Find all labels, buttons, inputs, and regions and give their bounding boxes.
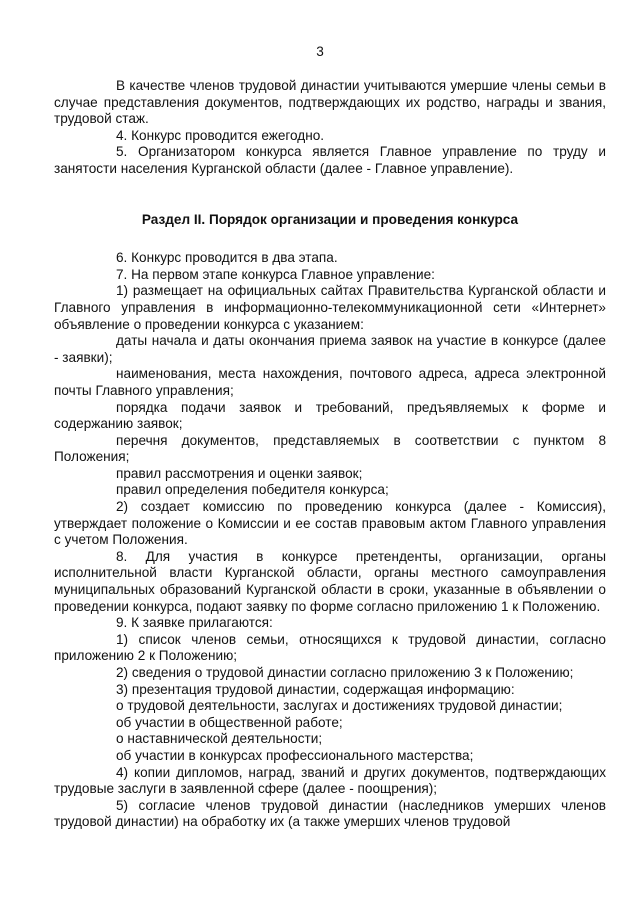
paragraph: 5) согласие членов трудовой династии (наследников умерших членов трудовой династии) на обработку их (а также умерших членов трудовой — [54, 797, 606, 830]
paragraph: о наставнической деятельности; — [116, 731, 323, 747]
page-number: 3 — [316, 44, 324, 59]
paragraph: 1) список членов семьи, относящихся к трудовой династии, согласно приложению 2 к Положению; — [54, 631, 606, 664]
paragraph: 5. Организатором конкурса является Главное управление по труду и занятости населения Курганской области (далее - Главное управление). — [54, 144, 606, 176]
paragraph: 2) сведения о трудовой династии согласно приложению 3 к Положению; — [116, 665, 574, 680]
paragraph: 3) презентация трудовой династии, содержащая информацию: — [116, 681, 515, 697]
paragraph: об участии в конкурсах профессионального мастерства; — [116, 747, 474, 763]
paragraph: даты начала и даты окончания приема заявок на участие в конкурсе (далее - заявки); — [54, 333, 606, 365]
section-heading: Раздел II. Порядок организации и проведения конкурса — [141, 211, 519, 227]
paragraph: 6. Конкурс проводится в два этапа. — [116, 250, 338, 266]
document-body — [54, 78, 606, 831]
paragraph: 4) копии дипломов, наград, званий и других документов, подтверждающих трудовые заслуги в заявленной сфере (далее - поощрения); — [54, 764, 606, 797]
paragraph: об участии в общественной работе; — [116, 714, 343, 730]
paragraph: правил рассмотрения и оценки заявок; — [116, 465, 363, 481]
paragraph: правил определения победителя конкурса; — [116, 482, 389, 498]
paragraph: 1) размещает на официальных сайтах Правительства Курганской области и Главного управления в информационно-телекоммуникационной сети «Интернет» объявление о проведении конкурса с указанием: — [54, 283, 606, 332]
paragraph: 4. Конкурс проводится ежегодно. — [116, 127, 325, 143]
paragraph: о трудовой деятельности, заслугах и достижениях трудовой династии; — [116, 698, 563, 714]
paragraph: В качестве членов трудовой династии учитываются умершие члены семьи в случае представления документов, подтверждающих их родство, награды и звания, трудовой стаж. — [54, 78, 606, 127]
paragraph: 9. К заявке прилагаются: — [116, 615, 273, 631]
paragraph: наименования, места нахождения, почтового адреса, адреса электронной почты Главного управления; — [54, 366, 606, 398]
paragraph: перечня документов, представляемых в соответствии с пунктом 8 Положения; — [54, 432, 606, 465]
paragraph: 7. На первом этапе конкурса Главное управление: — [116, 266, 435, 282]
paragraph: 8. Для участия в конкурсе претенденты, организации, органы исполнительной власти Курганской области, органы местного самоуправления муниципальных образований Курганской области в сроки, указанные в объявлении о проведении конкурса, подают заявку по форме согласно приложению 1 к Положению. — [54, 548, 606, 614]
paragraph: 2) создает комиссию по проведению конкурса (далее - Комиссия), утверждает положение о Комиссии и ее состав правовым актом Главного управления с учетом Положения. — [54, 499, 606, 548]
paragraph: порядка подачи заявок и требований, предъявляемых к форме и содержанию заявок; — [54, 399, 606, 432]
